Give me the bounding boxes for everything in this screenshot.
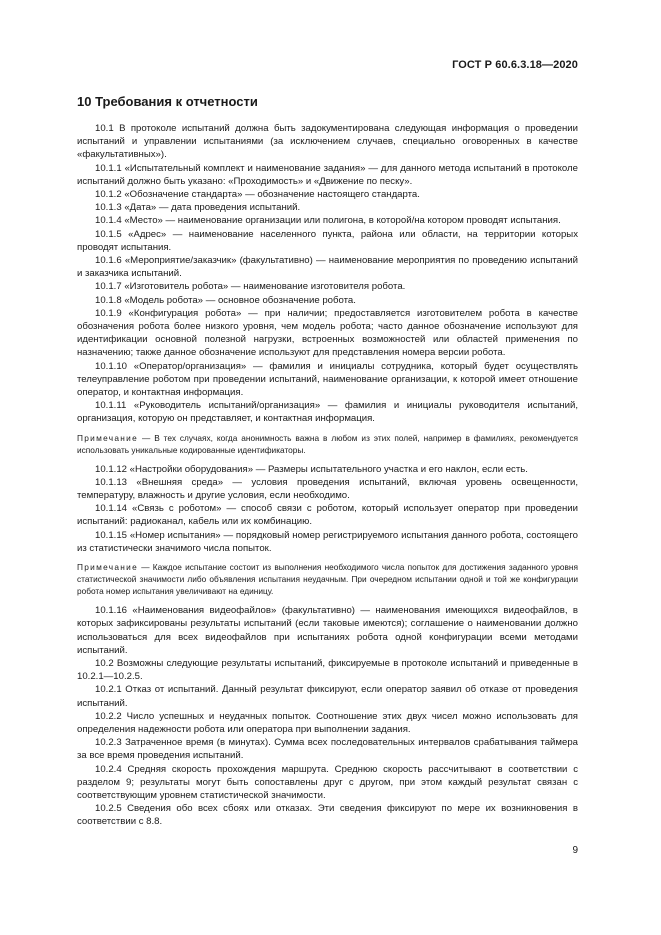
section-body: [77, 122, 578, 829]
paragraph-10-2-3: 10.2.3 Затраченное время (в минутах). Сумма всех последовательных интервалов срабатывания таймера за все время проведения испытаний.: [77, 737, 578, 762]
section-title: 10 Требования к отчетности: [77, 94, 258, 109]
note-1: [77, 432, 578, 456]
paragraph-10-1-4: 10.1.4 «Место» — наименование организации или полигона, в которой/на котором проводят испытания.: [95, 215, 561, 227]
page-number: 9: [572, 845, 578, 856]
note-text: — В тех случаях, когда анонимность важна в любом из этих полей, например в фамилиях, рекомендуется использовать уникальные кодированные идентификаторы.: [77, 432, 578, 455]
paragraph-10-1-15: 10.1.15 «Номер испытания» — порядковый номер регистрируемого испытания данного робота, состоящего из статистически значимого числа попыток.: [77, 529, 578, 554]
paragraph-10-2-1: 10.2.1 Отказ от испытаний. Данный результат фиксируют, если оператор заявил об отказе от проведения испытаний.: [77, 684, 578, 709]
note-2: [77, 561, 578, 597]
paragraph-10-1-8: 10.1.8 «Модель робота» — основное обозначение робота.: [95, 294, 356, 306]
paragraph-10-1-6: 10.1.6 «Мероприятие/заказчик» (факультативно) — наименование мероприятия по проведению испытаний и заказчика испытаний.: [77, 255, 578, 280]
paragraph-10-2-2: 10.2.2 Число успешных и неудачных попыток. Соотношение этих двух чисел можно использовать для определения надежности робота или оператора при выполнении задания.: [77, 710, 578, 735]
paragraph-10-1-5: 10.1.5 «Адрес» — наименование населенного пункта, района или области, на территории которых проводят испытания.: [77, 228, 578, 253]
paragraph-10-1-9: 10.1.9 «Конфигурация робота» — при наличии; предоставляется изготовителем робота в качестве обозначения робота более низкого уровня, чем модель робота; часто данное обозначение используют для идентификации основной полезной нагрузки, встроенных возможностей или областей применения по назначению; также данное обозначение используют для представления номера версии робота.: [77, 307, 578, 359]
paragraph-10-1-3: 10.1.3 «Дата» — дата проведения испытаний.: [95, 202, 301, 214]
paragraph-10-1-12: 10.1.12 «Настройки оборудования» — Размеры испытательного участка и его наклон, если есть.: [95, 463, 528, 475]
paragraph-10-1-14: 10.1.14 «Связь с роботом» — способ связи с роботом, который использует оператор при проведении испытаний: радиоканал, кабель или их комбинацию.: [77, 503, 578, 528]
note-label: Примечание: [77, 562, 139, 573]
paragraph-10-1-7: 10.1.7 «Изготовитель робота» — наименование изготовителя робота.: [95, 281, 406, 293]
document-code: ГОСТ Р 60.6.3.18—2020: [452, 59, 578, 71]
paragraph-10-1: 10.1 В протоколе испытаний должна быть задокументирована следующая информация о проведении испытаний и управлении испытаниями (за исключением случаев, специально оговоренных в качестве «факультативных»).: [77, 123, 578, 161]
paragraph-10-1-11: 10.1.11 «Руководитель испытаний/организация» — фамилия и инициалы руководителя испытаний, организация, которую он представляет, и контактная информация.: [77, 400, 578, 425]
paragraph-10-2: 10.2 Возможны следующие результаты испытаний, фиксируемые в протоколе испытаний и приведенные в 10.2.1—10.2.5.: [77, 657, 578, 683]
paragraph-10-2-5: 10.2.5 Сведения обо всех сбоях или отказах. Эти сведения фиксируют по мере их возникновения в соответствии с 8.8.: [77, 803, 578, 828]
paragraph-10-2-4: 10.2.4 Средняя скорость прохождения маршрута. Среднюю скорость рассчитывают в соответствии с разделом 9; результаты могут быть сопоставлены друг с другом, при этом каждый результат связан с соответствующим уровнем статистической значимости.: [77, 763, 578, 801]
paragraph-10-1-16: 10.1.16 «Наименования видеофайлов» (факультативно) — наименования имеющихся видеофайлов, в которых зафиксированы результаты испытаний (если таковые имеются); соглашение о наименовании должно использоваться для всех видеофайлов при испытаниях робота одной конфигурации всеми методами испытаний.: [77, 605, 578, 656]
paragraph-10-1-13: 10.1.13 «Внешняя среда» — условия проведения испытаний, включая уровень освещенности, температуру, влажность и другие условия, если необходимо.: [77, 476, 578, 502]
paragraph-10-1-2: 10.1.2 «Обозначение стандарта» — обозначение настоящего стандарта.: [95, 189, 420, 201]
note-text: — Каждое испытание состоит из выполнения необходимого числа попыток для достижения заданного уровня статистической значимости либо объявления испытания неудачным. При очередном испытании одной и той же конфигурации робота номер испытания увеличивают на единицу.: [77, 562, 578, 597]
paragraph-10-1-1: 10.1.1 «Испытательный комплект и наименование задания» — для данного метода испытаний в протоколе испытаний должно быть указано: «Проходимость» и «Движение по песку».: [77, 162, 578, 187]
note-label: Примечание: [77, 432, 139, 443]
paragraph-10-1-10: 10.1.10 «Оператор/организация» — фамилия и инициалы сотрудника, который будет осуществлять телеуправление роботом при проведении испытаний, наименование организации, к которой имеет отношение оператор, и контактная информация.: [77, 360, 578, 399]
